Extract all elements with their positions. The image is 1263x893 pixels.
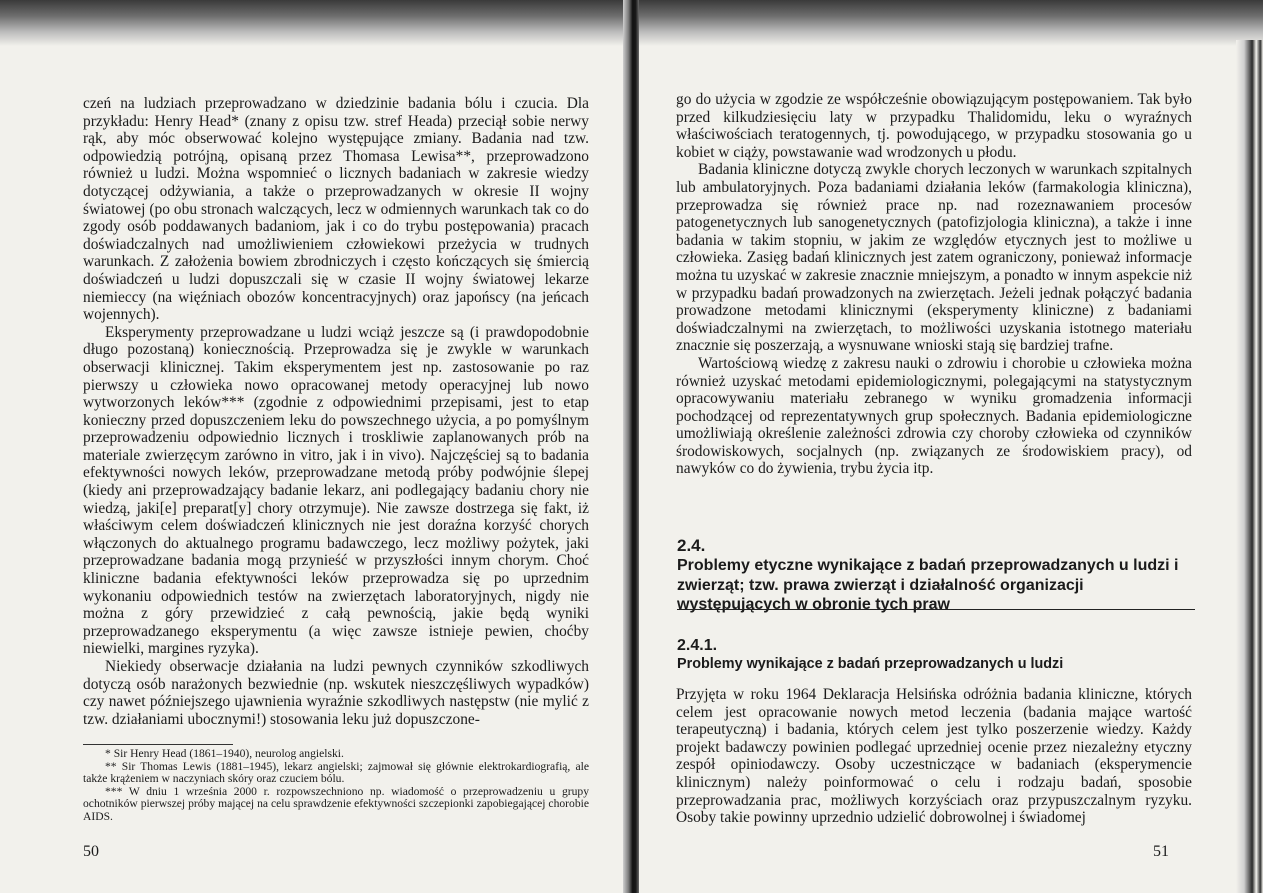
- right-page: [639, 0, 1236, 893]
- section-number: 2.4.: [677, 536, 706, 555]
- paragraph: Wartościową wiedzę z zakresu nauki o zdrowiu i chorobie u człowieka można również uzyskać metodami epidemiologicznymi, polegającymi na statystycznym opracowywaniu materiału zebranego w wyniku gromadzenia informacji pochodzącej od reprezentatywnych grup społecznych. Badania epidemiologiczne umożliwiają określenie zależności zdrowia czy choroby człowieka od czynników środowiskowych, socjalnych (np. związanych ze środowiskiem pracy), od nawyków co do żywienia, trybu życia itp.: [676, 354, 1192, 478]
- page-edge-shadow: [1236, 40, 1263, 893]
- subsection-number: 2.4.1.: [677, 637, 718, 654]
- right-body-text-top: [676, 91, 1192, 478]
- paragraph: Badania kliniczne dotyczą zwykle chorych leczonych w warunkach szpitalnych lub ambulatoryjnych. Poza badaniami działania leków (farmakologia kliniczna), przeprowadza się również prace np. nad rozeznawaniem procesów patogenetycznych lub sanogenetycznych (patofizjologia kliniczna), a także i inne badania w takim stopniu, w jakim ze względów etycznych jest to możliwe u człowieka. Zasięg badań klinicznych jest zatem ograniczony, ponieważ informacje można tu uzyskać w zakresie znacznie mniejszym, a ponadto w innym aspekcie niż w przypadku badań prowadzonych na zwierzętach. Jeżeli jednak połączyć badania prowadzone metodami klinicznymi (eksperymenty kliniczne) z badaniami doświadczalnymi na zwierzętach, to możliwości uzyskania istotnego materiału znacznie się poszerzają, a wysnuwane wnioski stają się bardziej trafne.: [676, 161, 1192, 355]
- footnote: *** W dniu 1 września 2000 r. rozpowszechniono np. wiadomość o przeprowadzeniu u grupy ochotników pierwszej próby mającej na celu sprawdzenie efektywności szczepionki zapobiegającej chorobie AIDS.: [83, 784, 589, 823]
- paragraph: Przyjęta w roku 1964 Deklaracja Helsińska odróżnia badania kliniczne, których celem jest opracowanie nowych metod leczenia (badania mające wartość terapeutyczną) i badania, których celem jest tylko poszerzenie wiedzy. Każdy projekt badawczy powinien podlegać uprzedniej ocenie przez niezależny etyczny zespół opiniodawczy. Osoby uczestniczące w badaniach (eksperymencie klinicznym) należy poinformować o celu i rodzaju badań, sposobie przeprowadzania prac, możliwych korzyściach oraz przypuszczalnym ryzyku. Osoby takie powinny uprzednio udzielić dobrowolnej i świadomej: [676, 686, 1192, 827]
- book-spine: [623, 0, 639, 893]
- section-rule: [677, 609, 1195, 610]
- section-title: Problemy etyczne wynikające z badań przeprowadzanych u ludzi i zwierząt; tzw. prawa zwierząt i działalność organizacji występujących w obronie tych praw: [677, 557, 1179, 613]
- left-page: [0, 0, 623, 893]
- footnote-divider: [83, 744, 233, 745]
- page-number-right: 51: [1153, 843, 1169, 860]
- left-body-text: [83, 95, 589, 728]
- paragraph: czeń na ludziach przeprowadzano w dziedzinie badania bólu i czucia. Dla przykładu: Henry Head* (znany z opisu tzw. stref Heada) przeciął sobie nerwy rąk, aby móc obserwować kolejno występujące zmiany. Badania nad tzw. odpowiedzią potrójną, opisaną przez Thomasa Lewisa**, przeprowadzono również u ludzi. Można wspomnieć o licznych badaniach w zakresie wiedzy dotyczącej odżywiania, a także o przeprowadzanych w okresie II wojny światowej (po obu stronach walczących, lecz w odmiennych warunkach tak co do zgody osób poddawanych badaniom, jak i co do trybu postępowania) pracach doświadczalnych nad umożliwieniem człowiekowi przeżycia w trudnych warunkach. Z założenia bowiem zbrodniczych i często kończących się śmiercią doświadczeń u ludzi dopuszczali się w czasie II wojny światowej lekarze niemieccy (na więźniach obozów koncentracyjnych) oraz japońscy (na jeńcach wojennych).: [83, 95, 589, 324]
- paragraph: Niekiedy obserwacje działania na ludzi pewnych czynników szkodliwych dotyczą osób narażonych bezwiednie (np. wskutek nieszczęśliwych wypadków) czy nawet późniejszego ujawnienia wyraźnie szkodliwych następstw (nie mylić z tzw. działaniami ubocznymi!) stosowania leku już dopuszczone-: [83, 658, 589, 728]
- paragraph: go do użycia w zgodzie ze współcześnie obowiązującym postępowaniem. Tak było przed kilkudziesięciu laty w przypadku Thalidomidu, leku o wyraźnych właściwościach teratogennych, tj. powodującego, w przypadku stosowania go u kobiet w ciąży, powstawanie wad wrodzonych u płodu.: [676, 91, 1192, 161]
- right-body-text-bottom: [676, 686, 1192, 827]
- footnote: * Sir Henry Head (1861–1940), neurolog angielski.: [105, 747, 344, 760]
- footnote: ** Sir Thomas Lewis (1881–1945), lekarz angielski; zajmował się głównie elektrokardiografią, ale także krążeniem w naczyniach skóry oraz czuciem bólu.: [83, 759, 589, 786]
- page-number-left: 50: [83, 843, 99, 860]
- section-heading: [677, 536, 1195, 615]
- subsection-heading: [677, 636, 1195, 673]
- paragraph: Eksperymenty przeprowadzane u ludzi wciąż jeszcze są (i prawdopodobnie długo pozostaną) koniecznością. Przeprowadza się je zwykle w warunkach obserwacji klinicznej. Takim eksperymentem jest np. zastosowanie po raz pierwszy u człowieka nowo opracowanej metody operacyjnej lub nowo wytworzonych leków*** (zgodnie z odpowiednimi przepisami, jest to etap konieczny przed dopuszczeniem leku do powszechnego użycia, a po pomyślnym przeprowadzeniu odpowiednio licznych i troskliwie zaplanowanych prób na materiale zwierzęcym zarówno in vitro, jak i in vivo). Najczęściej są to badania efektywności nowych leków, przeprowadzane metodą próby podwójnie ślepej (kiedy ani przeprowadzający badanie lekarz, ani podlegający badaniu chory nie wiedzą, jaki[e] preparat[y] chory otrzymuje). Nie zawsze dostrzega się fakt, iż właściwym celem doświadczeń klinicznych nie jest doraźna korzyść chorych włączonych do aktualnego programu badawczego, lecz możliwy pożytek, jaki przeprowadzane badania mogą przynieść w przyszłości innym chorym. Choć kliniczne badania efektywności leków przeprowadza się po uprzednim wykonaniu odpowiednich testów na zwierzętach laboratoryjnych, nigdy nie można z góry przewidzieć z całą pewnością, jakie będą wyniki przeprowadzanego eksperymentu (a więc zawsze istnieje pewien, choćby niewielki, margines ryzyka).: [83, 323, 589, 658]
- footnotes: [83, 748, 589, 824]
- subsection-title: Problemy wynikające z badań przeprowadzanych u ludzi: [677, 656, 1064, 672]
